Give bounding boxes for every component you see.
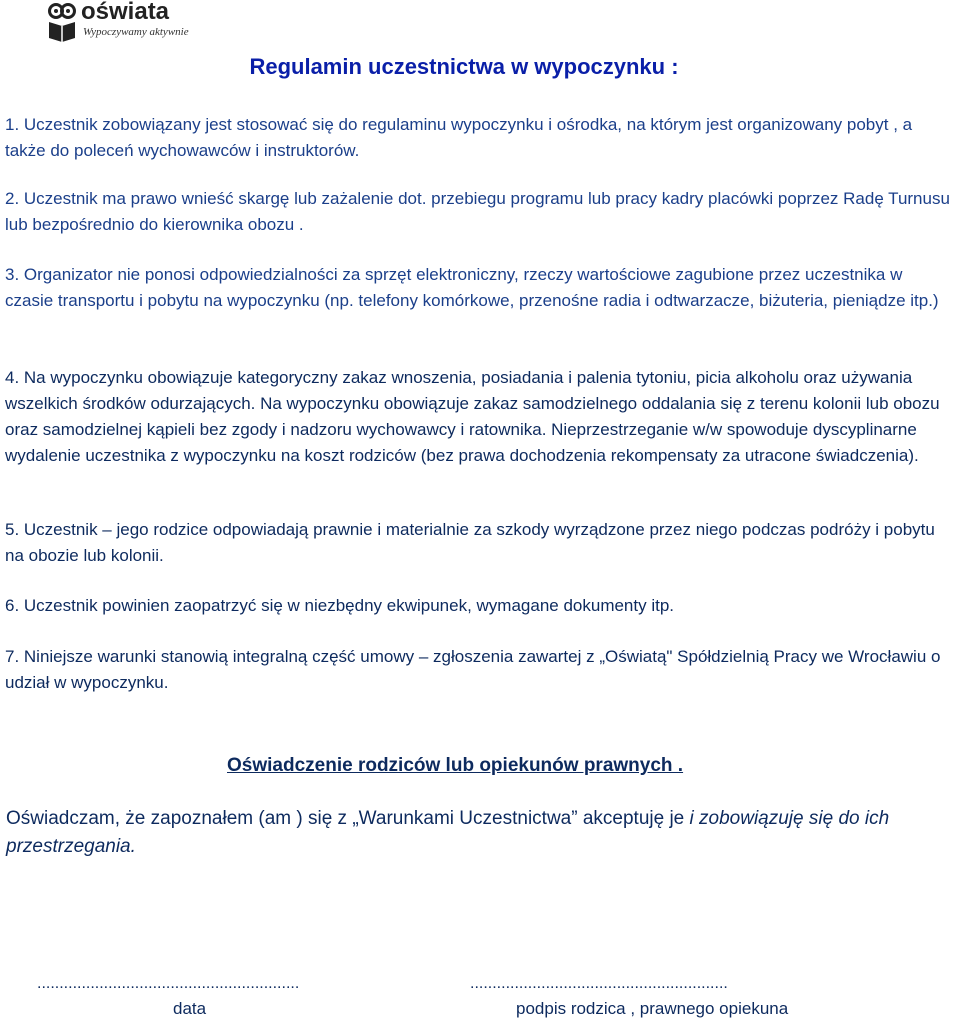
book-owl-icon [47,2,77,42]
logo-name: oświata [81,0,170,25]
oswiata-logo [47,0,197,44]
date-label: data [173,999,207,1018]
parent-signature-label: podpis rodzica , prawnego opiekuna [516,999,789,1018]
declaration-text [6,805,956,861]
date-signature-line: ........................................................... [37,975,300,992]
declaration-title: Oświadczenie rodziców lub opiekunów prawnych . [227,755,684,776]
rule-3: 3. Organizator nie ponosi odpowiedzialności za sprzęt elektroniczny, rzeczy wartościowe zagubione przez uczestnika w czasie transportu i pobytu na wypoczynku (np. telefony komórkowe, przenośne radia i odtwarzacze, biżuteria, pieniądze itp.) [5,265,939,310]
rule-6: 6. Uczestnik powinien zaopatrzyć się w niezbędny ekwipunek, wymagane dokumenty itp. [5,596,675,615]
parent-signature-line: .......................................................... [470,975,728,992]
rule-2: 2. Uczestnik ma prawo wnieść skargę lub zażalenie dot. przebiegu programu lub pracy kadry placówki poprzez Radę Turnusu lub bezpośrednio do kierownika obozu . [5,189,950,234]
logo-tagline: Wypoczywamy aktywnie [83,26,189,38]
declaration-text-normal: Oświadczam, że zapoznałem (am ) się z „Warunkami Uczestnictwa” akceptuję je [6,808,690,829]
rule-7: 7. Niniejsze warunki stanowią integralną część umowy – zgłoszenia zawartej z „Oświatą" Spółdzielnią Pracy we Wrocławiu o udział w wypoczynku. [5,647,941,692]
declaration-text-italic: i zobowiązuję się do ich przestrzegania. [6,808,890,857]
page-title: Regulamin uczestnictwa w wypoczynku : [249,54,679,79]
rule-4: 4. Na wypoczynku obowiązuje kategoryczny zakaz wnoszenia, posiadania i palenia tytoniu, picia alkoholu oraz używania wszelkich środków odurzających. Na wypoczynku obowiązuje zakaz samodzielnego oddalania się z terenu kolonii lub obozu oraz samodzielnej kąpieli bez zgody i nadzoru wychowawcy i ratownika. Nieprzestrzeganie w/w spowoduje dyscyplinarne wydalenie uczestnika z wypoczynku na koszt rodziców (bez prawa dochodzenia rekompensaty za utracone świadczenia). [5,368,940,465]
rule-1: 1. Uczestnik zobowiązany jest stosować się do regulaminu wypoczynku i ośrodka, na którym jest organizowany pobyt , a także do poleceń wychowawców i instruktorów. [5,115,913,160]
rule-5: 5. Uczestnik – jego rodzice odpowiadają prawnie i materialnie za szkody wyrządzone przez niego podczas podróży i pobytu na obozie lub kolonii. [5,520,935,565]
